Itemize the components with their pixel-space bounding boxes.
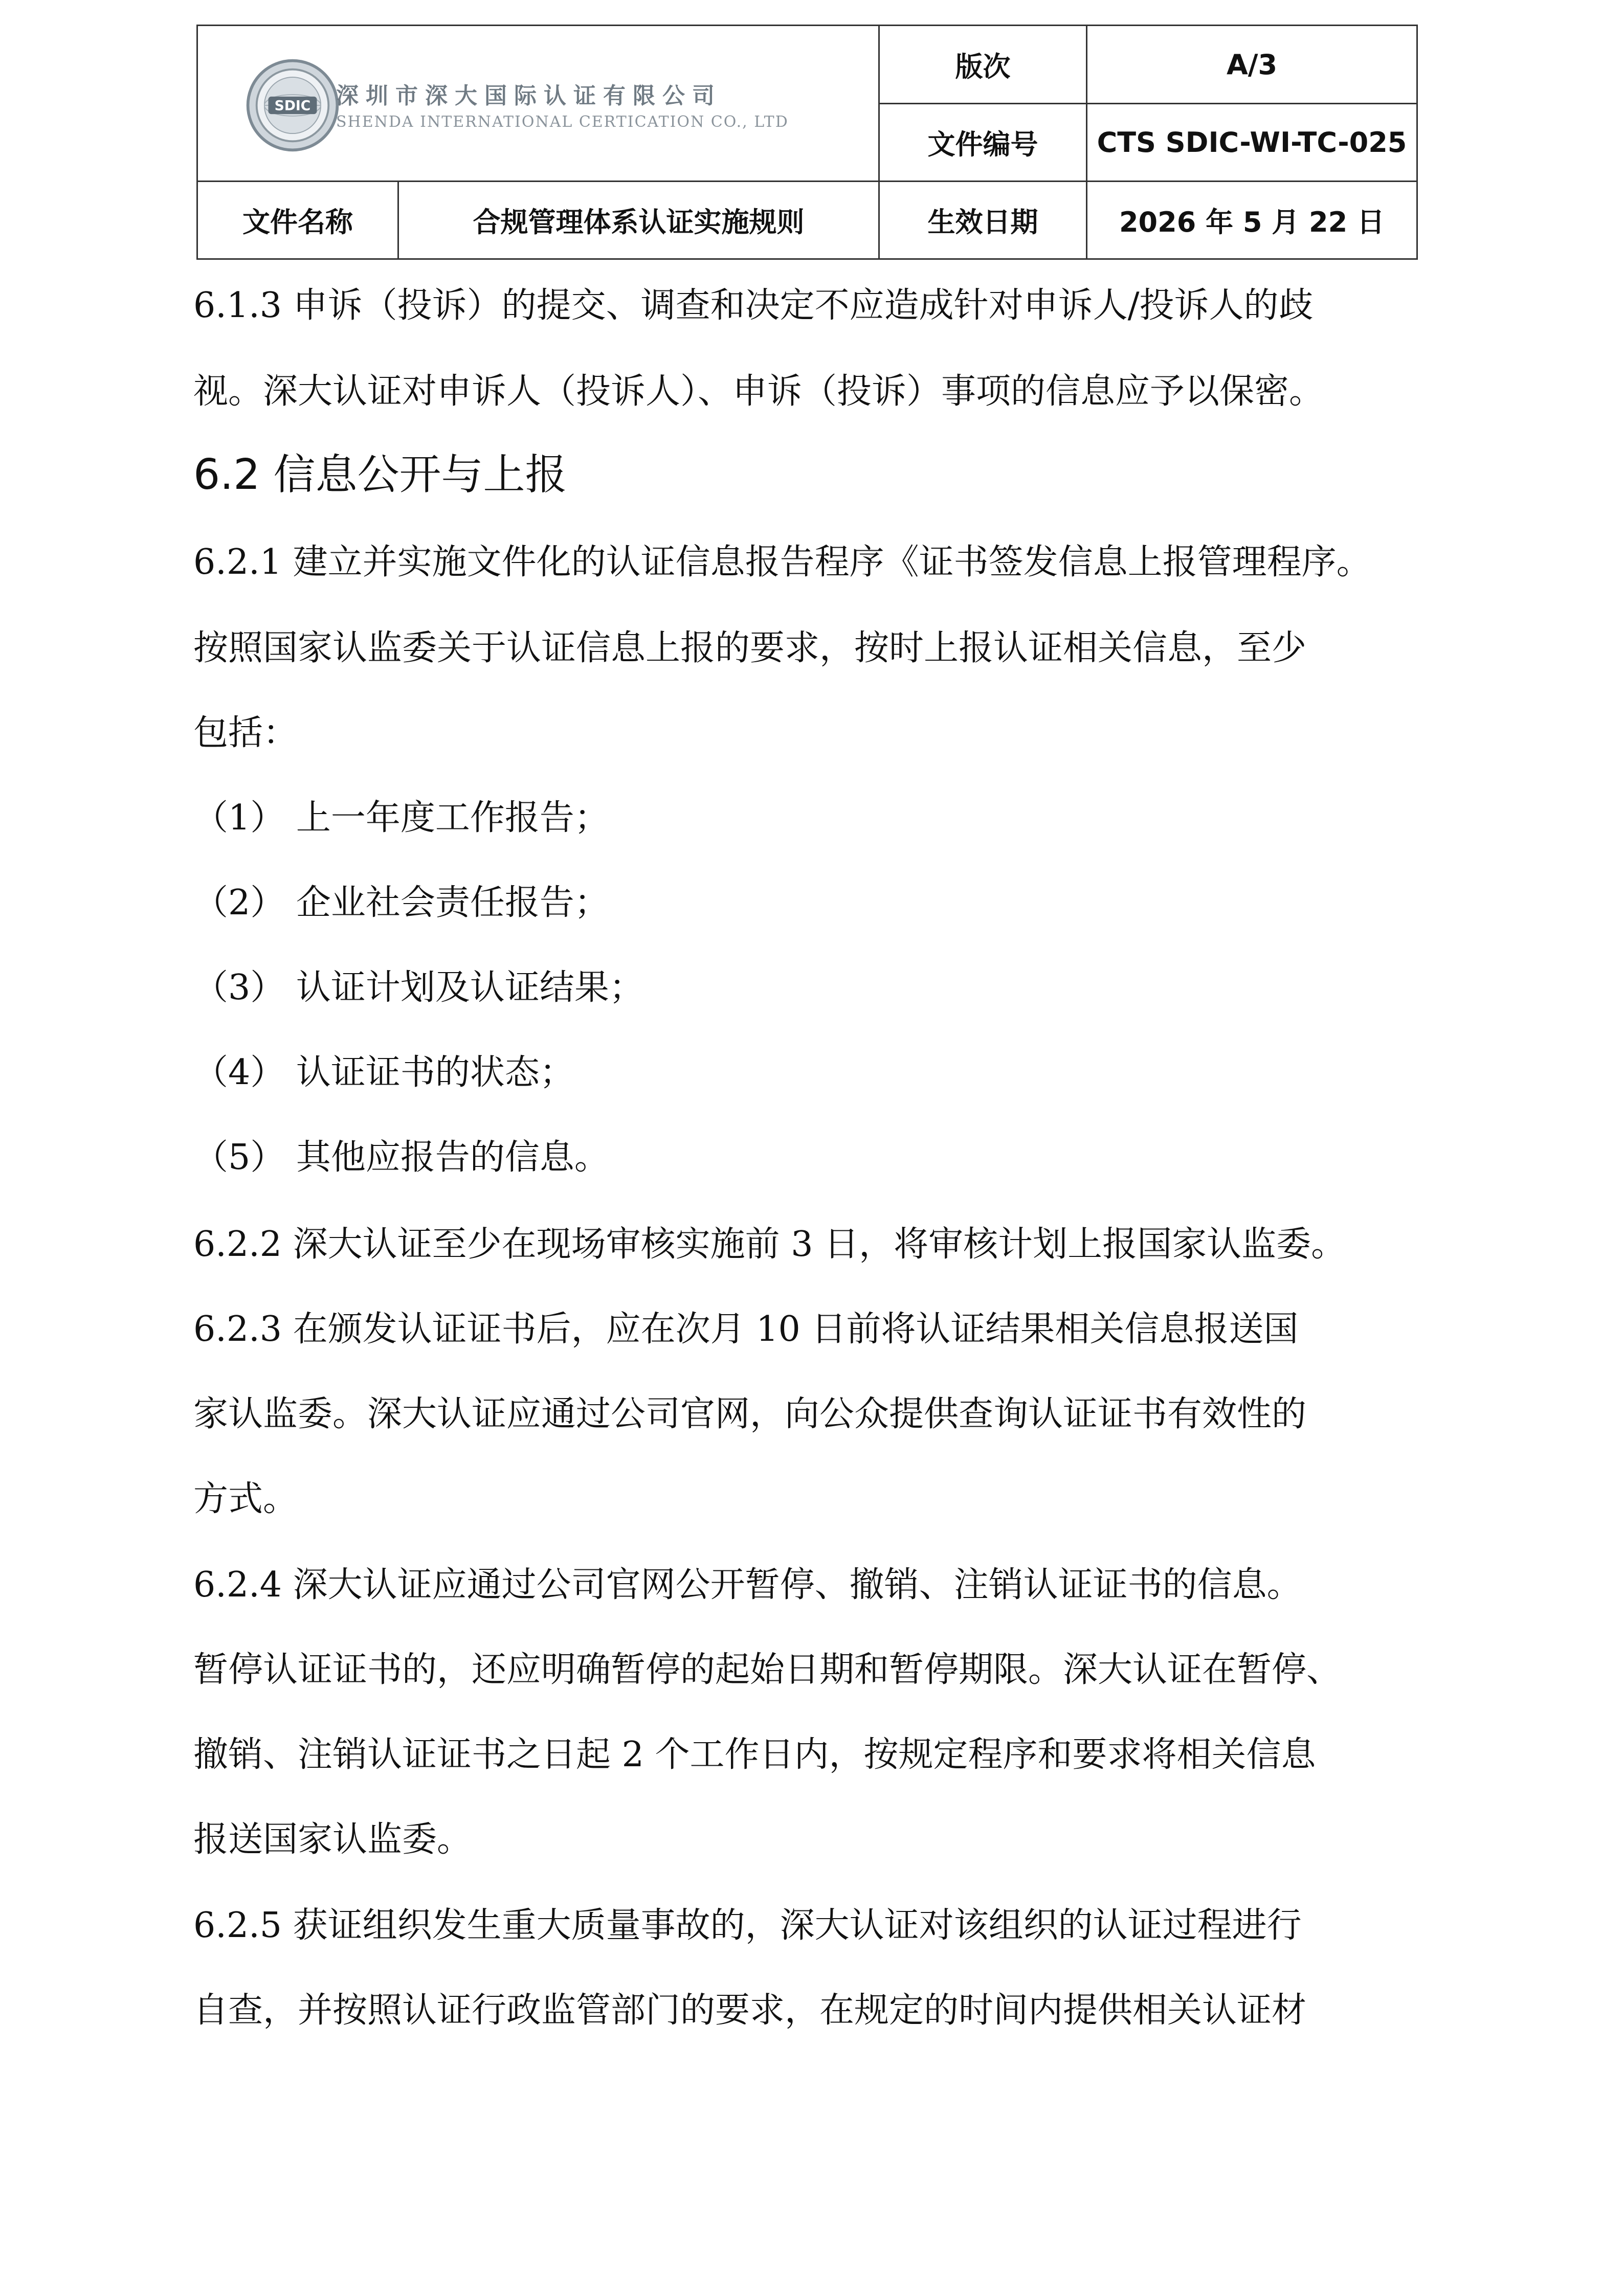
document-header-table [196, 25, 1418, 260]
list-item: （1） 上一年度工作报告； [193, 798, 609, 838]
version-label: 版次 [955, 50, 1011, 83]
paragraph-line: 视。深大认证对申诉人（投诉人）、申诉（投诉）事项的信息应予以保密。 [193, 371, 1324, 412]
paragraph-line: 6.2.3 在颁发认证证书后，应在次月 10 日前将认证结果相关信息报送国 [193, 1309, 1299, 1349]
paragraph-line: 报送国家认监委。 [193, 1819, 472, 1860]
paragraph-line: 方式。 [193, 1479, 298, 1519]
paragraph-line: 6.2.5 获证组织发生重大质量事故的，深大认证对该组织的认证过程进行 [193, 1905, 1302, 1946]
company-name-cn: 深圳市深大国际认证有限公司 [336, 83, 722, 109]
paragraph-line: 6.2.2 深大认证至少在现场审核实施前 3 日，将审核计划上报国家认监委。 [193, 1224, 1346, 1265]
effective-date-label: 生效日期 [927, 206, 1038, 238]
paragraph-line: 家认监委。深大认证应通过公司官网，向公众提供查询认证证书有效性的 [193, 1394, 1307, 1434]
doc-name-value: 合规管理体系认证实施规则 [473, 206, 805, 238]
paragraph-line: 按照国家认监委关于认证信息上报的要求，按时上报认证相关信息，至少 [193, 628, 1307, 668]
paragraph-line: 6.2.4 深大认证应通过公司官网公开暂停、撤销、注销认证证书的信息。 [193, 1565, 1302, 1605]
company-emblem-icon [244, 57, 341, 154]
doc-number-label: 文件编号 [927, 128, 1038, 161]
doc-number-value: CTS SDIC-WI-TC-025 [1097, 126, 1407, 159]
section-heading: 6.2 信息公开与上报 [193, 451, 567, 499]
paragraph-line: 撤销、注销认证证书之日起 2 个工作日内，按规定程序和要求将相关信息 [193, 1735, 1316, 1775]
svg-text:SDIC: SDIC [274, 98, 311, 114]
list-item: （4） 认证证书的状态； [193, 1052, 574, 1093]
list-item: （3） 认证计划及认证结果； [193, 967, 644, 1008]
effective-date-value: 2026 年 5 月 22 日 [1119, 206, 1385, 238]
version-value: A/3 [1226, 48, 1278, 81]
list-item: （5） 其他应报告的信息。 [193, 1137, 609, 1178]
paragraph-line: 自查，并按照认证行政监管部门的要求，在规定的时间内提供相关认证材 [193, 1990, 1307, 2031]
company-logo [244, 57, 789, 159]
paragraph-line: 6.1.3 申诉（投诉）的提交、调查和决定不应造成针对申诉人/投诉人的歧 [193, 285, 1314, 326]
paragraph-line: 6.2.1 建立并实施文件化的认证信息报告程序《证书签发信息上报管理程序。 [193, 542, 1371, 582]
company-name-en: SHENDA INTERNATIONAL CERTICATION CO., LTD [336, 113, 789, 131]
paragraph-line: 包括： [193, 713, 298, 753]
paragraph-line: 暂停认证证书的，还应明确暂停的起始日期和暂停期限。深大认证在暂停、 [193, 1650, 1342, 1690]
list-item: （2） 企业社会责任报告； [193, 883, 609, 923]
doc-name-label: 文件名称 [242, 206, 353, 238]
